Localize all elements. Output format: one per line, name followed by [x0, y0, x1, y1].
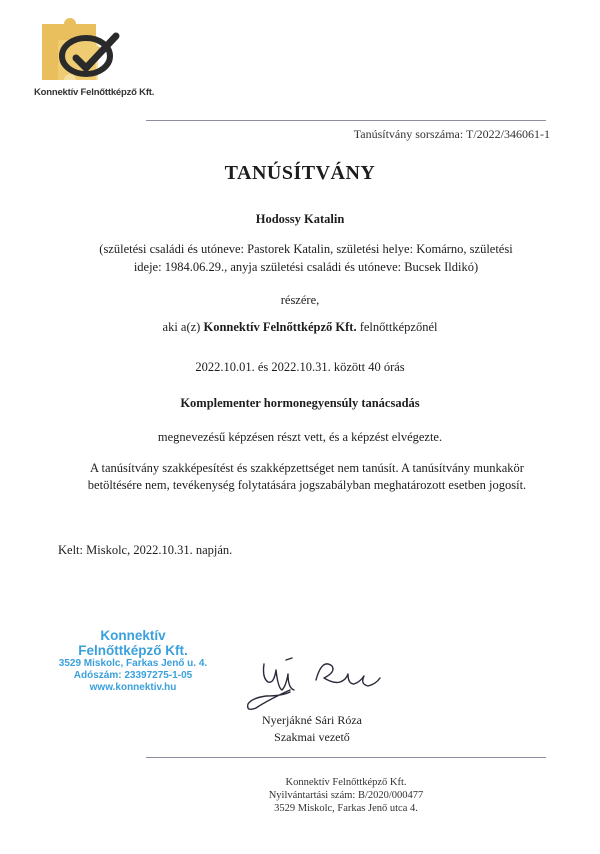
- stamp-line1: Konnektív: [100, 628, 166, 643]
- organization-line: [0, 320, 600, 335]
- stamp-line2: Felnőttképző Kft.: [78, 643, 188, 658]
- stamp-address: 3529 Miskolc, Farkas Jenő u. 4.: [58, 658, 208, 669]
- document-title: TANÚSÍTVÁNY: [224, 162, 376, 184]
- footer-divider: [146, 757, 546, 758]
- handwritten-signature: [228, 650, 398, 712]
- birth-details: [66, 240, 546, 276]
- legal-notice: [62, 460, 552, 494]
- footer-registration: Nyilvántartási szám: B/2020/000477: [268, 790, 424, 801]
- place-date: Kelt: Miskolc, 2022.10.31. napján.: [58, 543, 233, 557]
- stamp-website: www.konnektiv.hu: [89, 682, 177, 693]
- completion-text: megnevezésű képzésen részt vett, és a képzést elvégezte.: [157, 430, 443, 444]
- footer: [146, 776, 546, 815]
- stamp-tax-number: Adószám: 23397275-1-05: [73, 670, 193, 681]
- org-name: Konnektív Felnőttképző Kft.: [203, 320, 357, 334]
- logo-company-name: Konnektív Felnőttképző Kft.: [34, 87, 155, 98]
- notice-line1: A tanúsítvány szakképesítést és szakképzettséget nem tanúsít. A tanúsítvány munkakör: [90, 461, 524, 475]
- footer-company: Konnektív Felnőttképző Kft.: [285, 777, 407, 788]
- intro-text: részére,: [280, 293, 320, 307]
- org-suffix: felnőttképzőnél: [359, 320, 438, 334]
- certificate-number: Tanúsítvány sorszáma: T/2022/346061-1: [353, 127, 550, 141]
- training-dates: 2022.10.01. és 2022.10.31. között 40 órás: [195, 360, 405, 374]
- notice-line2: betöltésére nem, tevékenység folytatására jogszabályban meghatározott esetben jogosít.: [87, 478, 527, 492]
- footer-address: 3529 Miskolc, Farkas Jenő utca 4.: [274, 803, 418, 814]
- signer-name: Nyerjákné Sári Róza: [262, 713, 362, 727]
- org-prefix: aki a(z): [162, 320, 201, 334]
- signer-block: [222, 712, 402, 746]
- birth-details-line2: ideje: 1984.06.29., anyja születési családi és utóneve: Bucsek Ildikó): [133, 260, 479, 274]
- birth-details-line1: (születési családi és utóneve: Pastorek Katalin, születési helye: Komárno, születési: [99, 242, 513, 256]
- company-stamp: [28, 628, 238, 694]
- header-divider: [146, 120, 546, 121]
- course-name: Komplementer hormonegyensúly tanácsadás: [180, 396, 420, 410]
- signer-role: Szakmai vezető: [274, 730, 350, 744]
- holder-name: Hodossy Katalin: [255, 212, 345, 226]
- puzzle-check-icon: [34, 18, 154, 88]
